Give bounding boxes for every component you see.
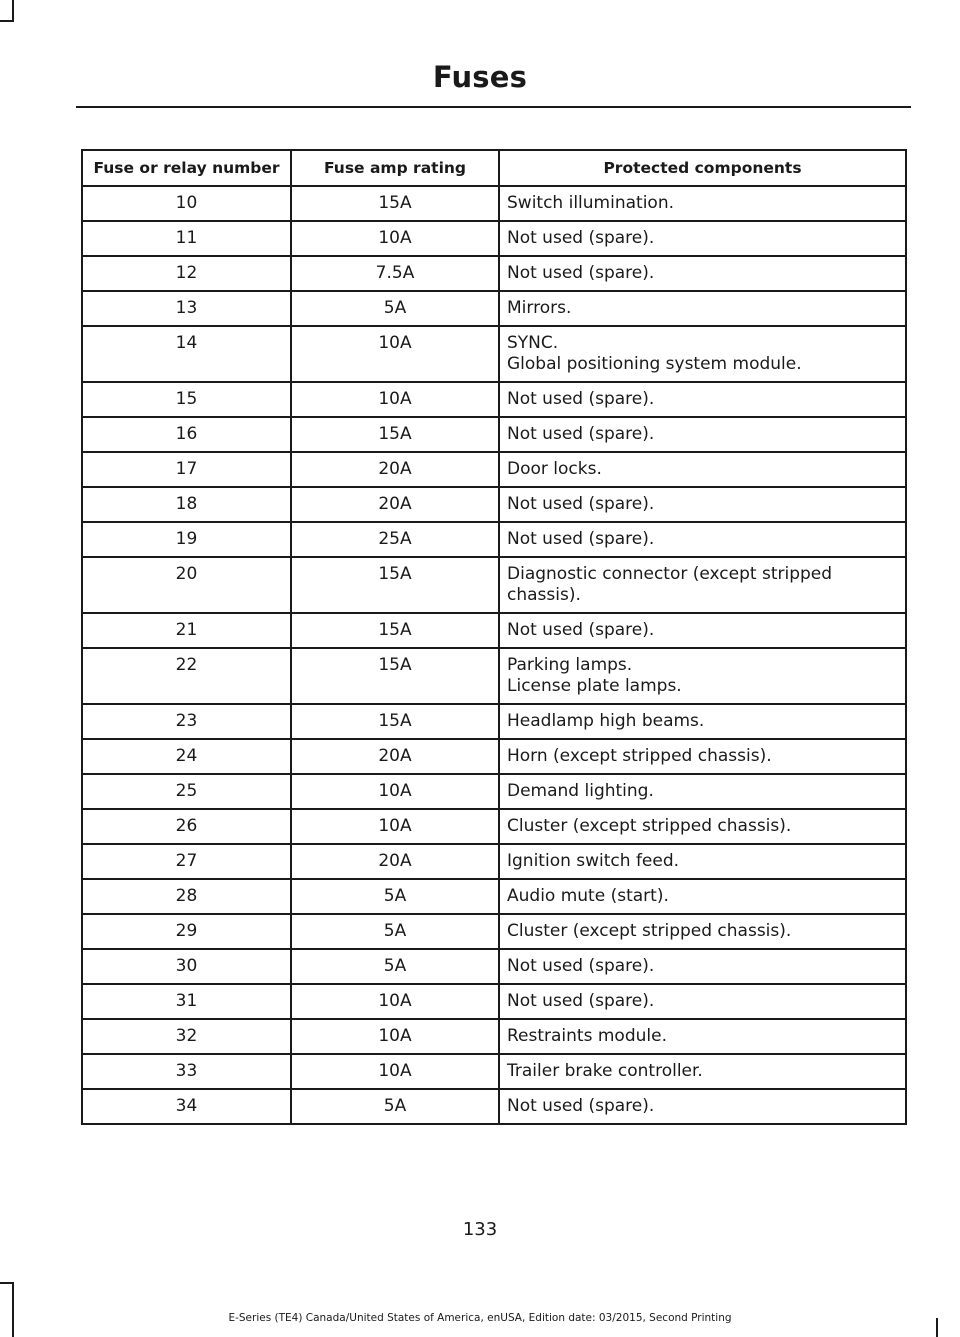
table-row	[82, 417, 906, 452]
component-line: Diagnostic connector (except stripped chassis).	[507, 564, 833, 605]
table-row	[82, 452, 906, 487]
table-row	[82, 1089, 906, 1124]
component-line: Door locks.	[507, 459, 602, 479]
fuse-number-cell: 27	[82, 844, 291, 879]
amp-rating-cell: 15A	[291, 704, 499, 739]
fuse-number-cell: 26	[82, 809, 291, 844]
fuse-number-cell: 13	[82, 291, 291, 326]
table-row	[82, 774, 906, 809]
amp-rating-cell: 7.5A	[291, 256, 499, 291]
protected-components-cell	[499, 452, 906, 487]
footer-text: E-Series (TE4) Canada/United States of America, enUSA, Edition date: 03/2015, Second Printing	[228, 1312, 732, 1324]
table-row	[82, 326, 906, 382]
protected-components-cell	[499, 1054, 906, 1089]
component-line: Cluster (except stripped chassis).	[507, 921, 792, 941]
component-line: Switch illumination.	[507, 193, 674, 213]
table-row	[82, 613, 906, 648]
component-line: Not used (spare).	[507, 389, 655, 409]
amp-rating-cell: 10A	[291, 984, 499, 1019]
component-line: Horn (except stripped chassis).	[507, 746, 772, 766]
fuse-number-cell: 30	[82, 949, 291, 984]
amp-rating-cell: 20A	[291, 844, 499, 879]
crop-mark-bottom-left-horizontal	[0, 1282, 14, 1284]
fuse-number-cell: 24	[82, 739, 291, 774]
fuse-number-cell: 33	[82, 1054, 291, 1089]
amp-rating-cell: 15A	[291, 557, 499, 613]
table-row	[82, 809, 906, 844]
amp-rating-cell: 20A	[291, 487, 499, 522]
amp-rating-cell: 5A	[291, 949, 499, 984]
table-row	[82, 1019, 906, 1054]
protected-components-cell	[499, 487, 906, 522]
table-row	[82, 914, 906, 949]
amp-rating-cell: 20A	[291, 452, 499, 487]
protected-components-cell	[499, 984, 906, 1019]
amp-rating-cell: 5A	[291, 1089, 499, 1124]
table-body	[82, 186, 906, 1124]
fuse-number-cell: 15	[82, 382, 291, 417]
table-row	[82, 382, 906, 417]
fuse-number-cell: 17	[82, 452, 291, 487]
amp-rating-cell: 15A	[291, 613, 499, 648]
fuse-number-cell: 22	[82, 648, 291, 704]
component-line: Not used (spare).	[507, 620, 655, 640]
table-row	[82, 984, 906, 1019]
fuse-number-cell: 28	[82, 879, 291, 914]
fuse-number-cell: 20	[82, 557, 291, 613]
fuse-number-cell: 18	[82, 487, 291, 522]
fuse-table	[81, 149, 907, 1125]
component-line: Trailer brake controller.	[507, 1061, 703, 1081]
component-line: License plate lamps.	[507, 676, 682, 696]
component-line: Not used (spare).	[507, 228, 655, 248]
protected-components-cell	[499, 704, 906, 739]
amp-rating-cell: 10A	[291, 1054, 499, 1089]
table-row	[82, 291, 906, 326]
component-line: Ignition switch feed.	[507, 851, 680, 871]
crop-mark-bottom-left-vertical	[12, 1282, 14, 1337]
fuse-number-cell: 19	[82, 522, 291, 557]
fuse-number-cell: 10	[82, 186, 291, 221]
component-line: Not used (spare).	[507, 956, 655, 976]
table-row	[82, 487, 906, 522]
protected-components-cell	[499, 809, 906, 844]
protected-components-cell	[499, 221, 906, 256]
component-line: Headlamp high beams.	[507, 711, 705, 731]
header-fuse-number: Fuse or relay number	[82, 150, 291, 186]
table-row	[82, 221, 906, 256]
amp-rating-cell: 10A	[291, 774, 499, 809]
amp-rating-cell: 10A	[291, 326, 499, 382]
table-row	[82, 256, 906, 291]
fuse-number-cell: 29	[82, 914, 291, 949]
component-line: Not used (spare).	[507, 494, 655, 514]
component-line: Not used (spare).	[507, 263, 655, 283]
amp-rating-cell: 25A	[291, 522, 499, 557]
amp-rating-cell: 20A	[291, 739, 499, 774]
protected-components-cell	[499, 739, 906, 774]
component-line: Not used (spare).	[507, 1096, 655, 1116]
protected-components-cell	[499, 256, 906, 291]
protected-components-cell	[499, 291, 906, 326]
table-row	[82, 1054, 906, 1089]
amp-rating-cell: 10A	[291, 809, 499, 844]
fuse-number-cell: 34	[82, 1089, 291, 1124]
title-divider	[76, 106, 911, 108]
protected-components-cell	[499, 613, 906, 648]
table-row	[82, 844, 906, 879]
fuse-number-cell: 12	[82, 256, 291, 291]
table-row	[82, 522, 906, 557]
protected-components-cell	[499, 522, 906, 557]
table-row	[82, 648, 906, 704]
page-number: 133	[462, 1219, 498, 1240]
protected-components-cell	[499, 1089, 906, 1124]
fuse-number-cell: 21	[82, 613, 291, 648]
table-row	[82, 557, 906, 613]
amp-rating-cell: 10A	[291, 1019, 499, 1054]
fuse-number-cell: 25	[82, 774, 291, 809]
page-title: Fuses	[432, 60, 528, 94]
amp-rating-cell: 5A	[291, 914, 499, 949]
table-row	[82, 739, 906, 774]
fuse-number-cell: 31	[82, 984, 291, 1019]
protected-components-cell	[499, 648, 906, 704]
component-line: SYNC.	[507, 333, 559, 353]
component-line: Demand lighting.	[507, 781, 654, 801]
table-row	[82, 949, 906, 984]
amp-rating-cell: 5A	[291, 291, 499, 326]
amp-rating-cell: 15A	[291, 417, 499, 452]
fuse-number-cell: 14	[82, 326, 291, 382]
component-line: Global positioning system module.	[507, 354, 802, 374]
crop-mark-top-left-horizontal	[0, 20, 14, 22]
amp-rating-cell: 10A	[291, 221, 499, 256]
header-amp-rating: Fuse amp rating	[291, 150, 499, 186]
amp-rating-cell: 10A	[291, 382, 499, 417]
table-row	[82, 704, 906, 739]
component-line: Mirrors.	[507, 298, 572, 318]
protected-components-cell	[499, 879, 906, 914]
table-header-row	[82, 150, 906, 186]
fuse-number-cell: 32	[82, 1019, 291, 1054]
component-line: Not used (spare).	[507, 991, 655, 1011]
protected-components-cell	[499, 382, 906, 417]
component-line: Parking lamps.	[507, 655, 633, 675]
protected-components-cell	[499, 557, 906, 613]
fuse-number-cell: 16	[82, 417, 291, 452]
table-row	[82, 879, 906, 914]
amp-rating-cell: 5A	[291, 879, 499, 914]
fuse-number-cell: 23	[82, 704, 291, 739]
component-line: Cluster (except stripped chassis).	[507, 816, 792, 836]
protected-components-cell	[499, 186, 906, 221]
amp-rating-cell: 15A	[291, 648, 499, 704]
fuse-number-cell: 11	[82, 221, 291, 256]
crop-mark-top-left-vertical	[12, 0, 14, 22]
component-line: Audio mute (start).	[507, 886, 669, 906]
protected-components-cell	[499, 417, 906, 452]
protected-components-cell	[499, 1019, 906, 1054]
protected-components-cell	[499, 774, 906, 809]
component-line: Not used (spare).	[507, 424, 655, 444]
component-line: Not used (spare).	[507, 529, 655, 549]
table-row	[82, 186, 906, 221]
component-line: Restraints module.	[507, 1026, 667, 1046]
protected-components-cell	[499, 949, 906, 984]
amp-rating-cell: 15A	[291, 186, 499, 221]
protected-components-cell	[499, 326, 906, 382]
header-protected-components: Protected components	[499, 150, 906, 186]
protected-components-cell	[499, 844, 906, 879]
protected-components-cell	[499, 914, 906, 949]
